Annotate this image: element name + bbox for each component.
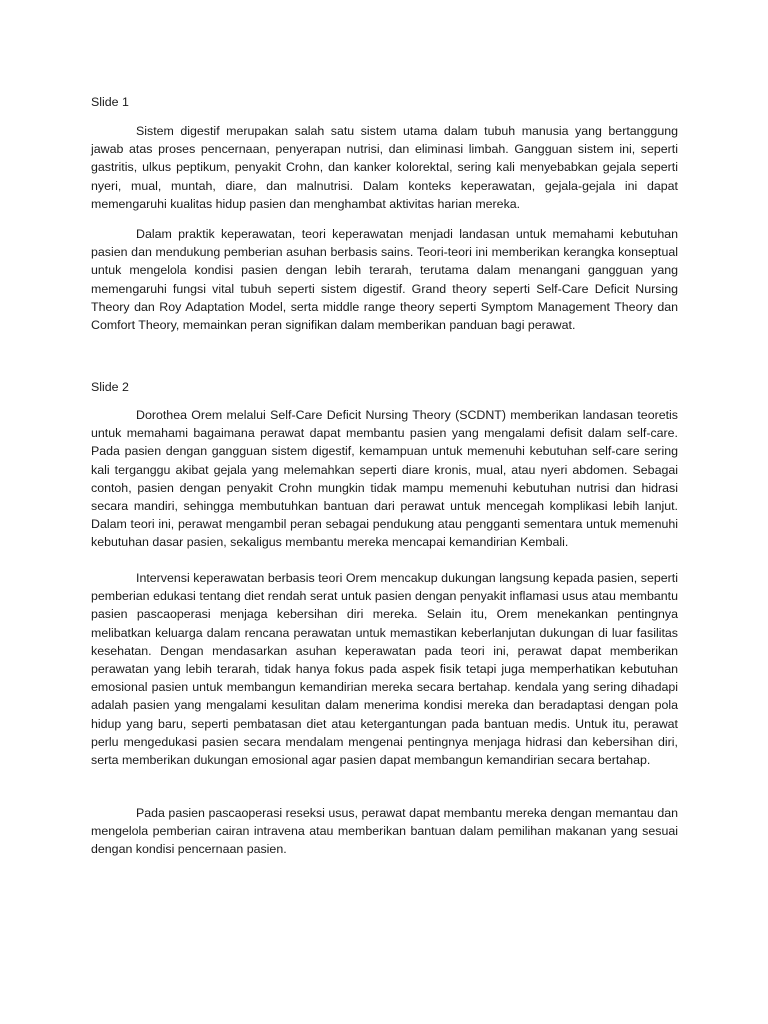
slide-2-paragraph-3: Pada pasien pascaoperasi reseksi usus, perawat dapat membantu mereka dengan memantau dan mengelola pemberian cairan intravena atau memberikan bantuan dalam pemilihan makanan yang sesuai dengan kondisi pencernaan pasien. — [91, 806, 678, 857]
slide-2-paragraph-2: Intervensi keperawatan berbasis teori Orem mencakup dukungan langsung kepada pasien, seperti pemberian edukasi tentang diet rendah serat untuk pasien dengan penyakit inflamasi usus atau membantu pasien pascaoperasi menjaga kebersihan diri mereka. Selain itu, Orem menekankan pentingnya melibatkan keluarga dalam rencana perawatan untuk memastikan keberlanjutan dukungan di luar fasilitas kesehatan. Dengan mendasarkan asuhan keperawatan pada teori ini, perawat dapat memberikan perawatan yang lebih terarah, tidak hanya fokus pada aspek fisik tetapi juga memperhatikan kebutuhan emosional pasien untuk membangun kemandirian mereka secara bertahap. kendala yang sering dihadapi adalah pasien yang mengalami kesulitan dalam menerima kondisi mereka dan beradaptasi dengan pola hidup yang baru, seperti pembatasan diet atau ketergantungan pada bantuan medis. Untuk itu, perawat perlu mengedukasi pasien secara mendalam mengenai pentingnya menjaga hidrasi dan kebersihan diri, serta memberikan dukungan emosional agar pasien dapat membangun kemandirian secara bertahap. — [91, 571, 678, 768]
slide-1-paragraph-2: Dalam praktik keperawatan, teori keperawatan menjadi landasan untuk memahami kebutuhan pasien dan mendukung pemberian asuhan berbasis sains. Teori-teori ini memberikan kerangka konseptual untuk mengelola kondisi pasien dengan lebih terarah, terutama dalam menangani gangguan yang memengaruhi fungsi vital tubuh seperti sistem digestif. Grand theory seperti Self-Care Deficit Nursing Theory dan Roy Adaptation Model, serta middle range theory seperti Symptom Management Theory dan Comfort Theory, memainkan peran signifikan dalam memberikan panduan bagi perawat. — [91, 227, 678, 333]
slide-2-heading: Slide 2 — [91, 380, 129, 394]
slide-1-heading: Slide 1 — [91, 95, 129, 109]
slide-2-paragraph-1: Dorothea Orem melalui Self-Care Deficit Nursing Theory (SCDNT) memberikan landasan teoretis untuk memahami bagaimana perawat dapat membantu pasien yang mengalami defisit dalam self-care. Pada pasien dengan gangguan sistem digestif, kemampuan untuk memenuhi kebutuhan self-care sering kali terganggu akibat gejala yang melemahkan seperti diare kronis, mual, atau nyeri abdomen. Sebagai contoh, pasien dengan penyakit Crohn mungkin tidak mampu memenuhi kebutuhan nutrisi dan hidrasi secara mandiri, sehingga membutuhkan bantuan dari perawat untuk mencegah komplikasi lebih lanjut. Dalam teori ini, perawat mengambil peran sebagai pendukung atau pengganti sementara untuk memenuhi kebutuhan dasar pasien, sekaligus membantu mereka mencapai kemandirian Kembali. — [91, 408, 678, 550]
slide-1-paragraph-1: Sistem digestif merupakan salah satu sistem utama dalam tubuh manusia yang bertanggung jawab atas proses pencernaan, penyerapan nutrisi, dan eliminasi limbah. Gangguan sistem ini, seperti gastritis, ulkus peptikum, penyakit Crohn, dan kanker kolorektal, sering kali menyebabkan gejala seperti nyeri, mual, muntah, diare, dan malnutrisi. Dalam konteks keperawatan, gejala-gejala ini dapat memengaruhi kualitas hidup pasien dan menghambat aktivitas harian mereka. — [91, 124, 678, 211]
